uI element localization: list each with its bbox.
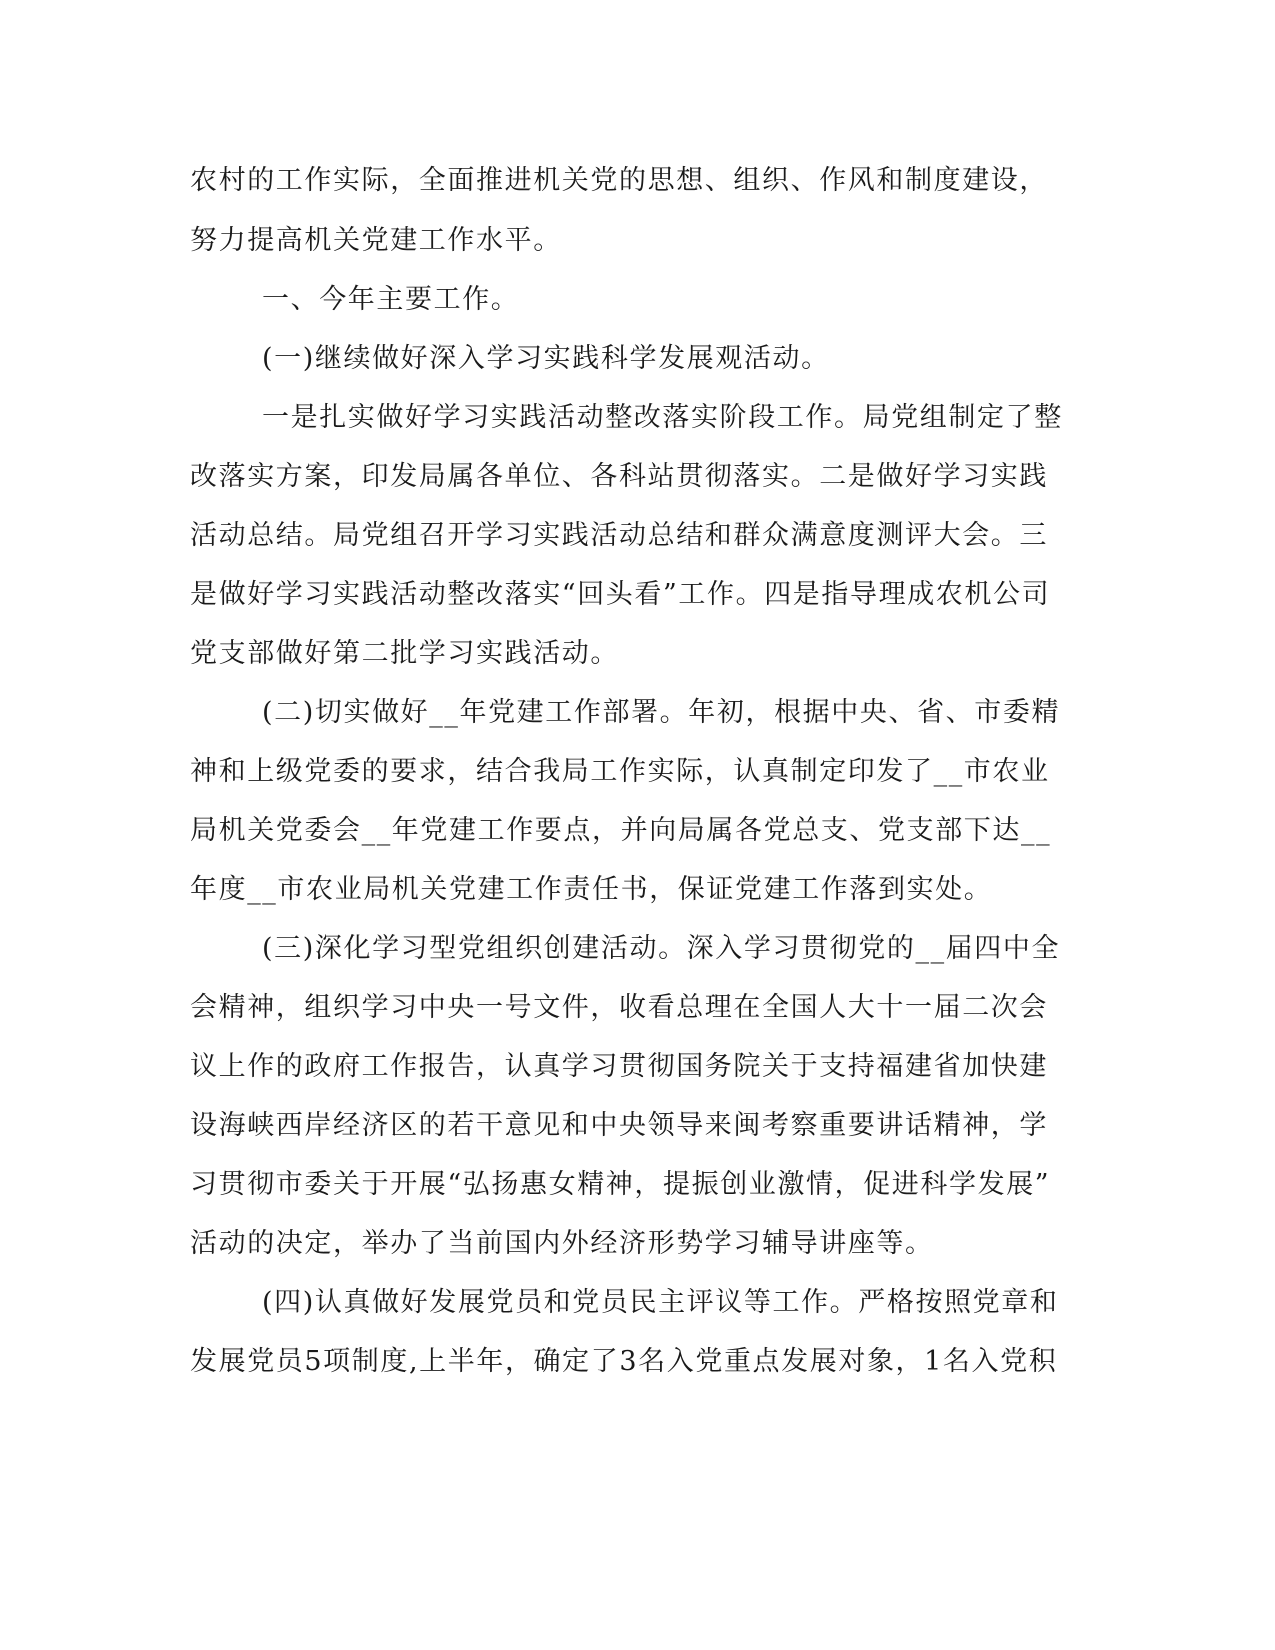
text-line: 神和上级党委的要求，结合我局工作实际，认真制定印发了__市农业 — [190, 756, 1050, 787]
text-line: 会精神，组织学习中央一号文件，收看总理在全国人大十一届二次会 — [190, 992, 1048, 1023]
text-line: (二)切实做好__年党建工作部署。年初，根据中央、省、市委精 — [262, 697, 1061, 728]
text-line: 一是扎实做好学习实践活动整改落实阶段工作。局党组制定了整 — [262, 402, 1063, 433]
text-line: 局机关党委会__年党建工作要点，并向局属各党总支、党支部下达__ — [190, 815, 1052, 846]
text-line: (三)深化学习型党组织创建活动。深入学习贯彻党的__届四中全 — [262, 933, 1061, 964]
text-line: 发展党员5项制度,上半年，确定了3名入党重点发展对象，1名入党积 — [190, 1346, 1058, 1377]
text-line: 是做好学习实践活动整改落实“回头看”工作。四是指导理成农机公司 — [190, 579, 1051, 610]
text-line: 活动的决定，举办了当前国内外经济形势学习辅导讲座等。 — [190, 1228, 934, 1259]
text-line: 改落实方案，印发局属各单位、各科站贯彻落实。二是做好学习实践 — [190, 461, 1048, 492]
text-line: 年度__市农业局机关党建工作责任书，保证党建工作落到实处。 — [190, 874, 993, 905]
text-line: 活动总结。局党组召开学习实践活动总结和群众满意度测评大会。三 — [190, 520, 1048, 551]
text-line: 党支部做好第二批学习实践活动。 — [190, 638, 619, 669]
text-line: (四)认真做好发展党员和党员民主评议等工作。严格按照党章和 — [262, 1287, 1059, 1318]
text-line: 设海峡西岸经济区的若干意见和中央领导来闽考察重要讲话精神，学 — [190, 1110, 1048, 1141]
subsection-heading: (一)继续做好深入学习实践科学发展观活动。 — [262, 343, 830, 374]
section-heading: 一、今年主要工作。 — [262, 284, 520, 315]
text-line: 农村的工作实际，全面推进机关党的思想、组织、作风和制度建设， — [190, 165, 1048, 196]
text-line: 努力提高机关党建工作水平。 — [190, 225, 562, 256]
text-line: 习贯彻市委关于开展“弘扬惠女精神，提振创业激情，促进科学发展” — [190, 1169, 1051, 1200]
text-line: 议上作的政府工作报告，认真学习贯彻国务院关于支持福建省加快建 — [190, 1051, 1048, 1082]
